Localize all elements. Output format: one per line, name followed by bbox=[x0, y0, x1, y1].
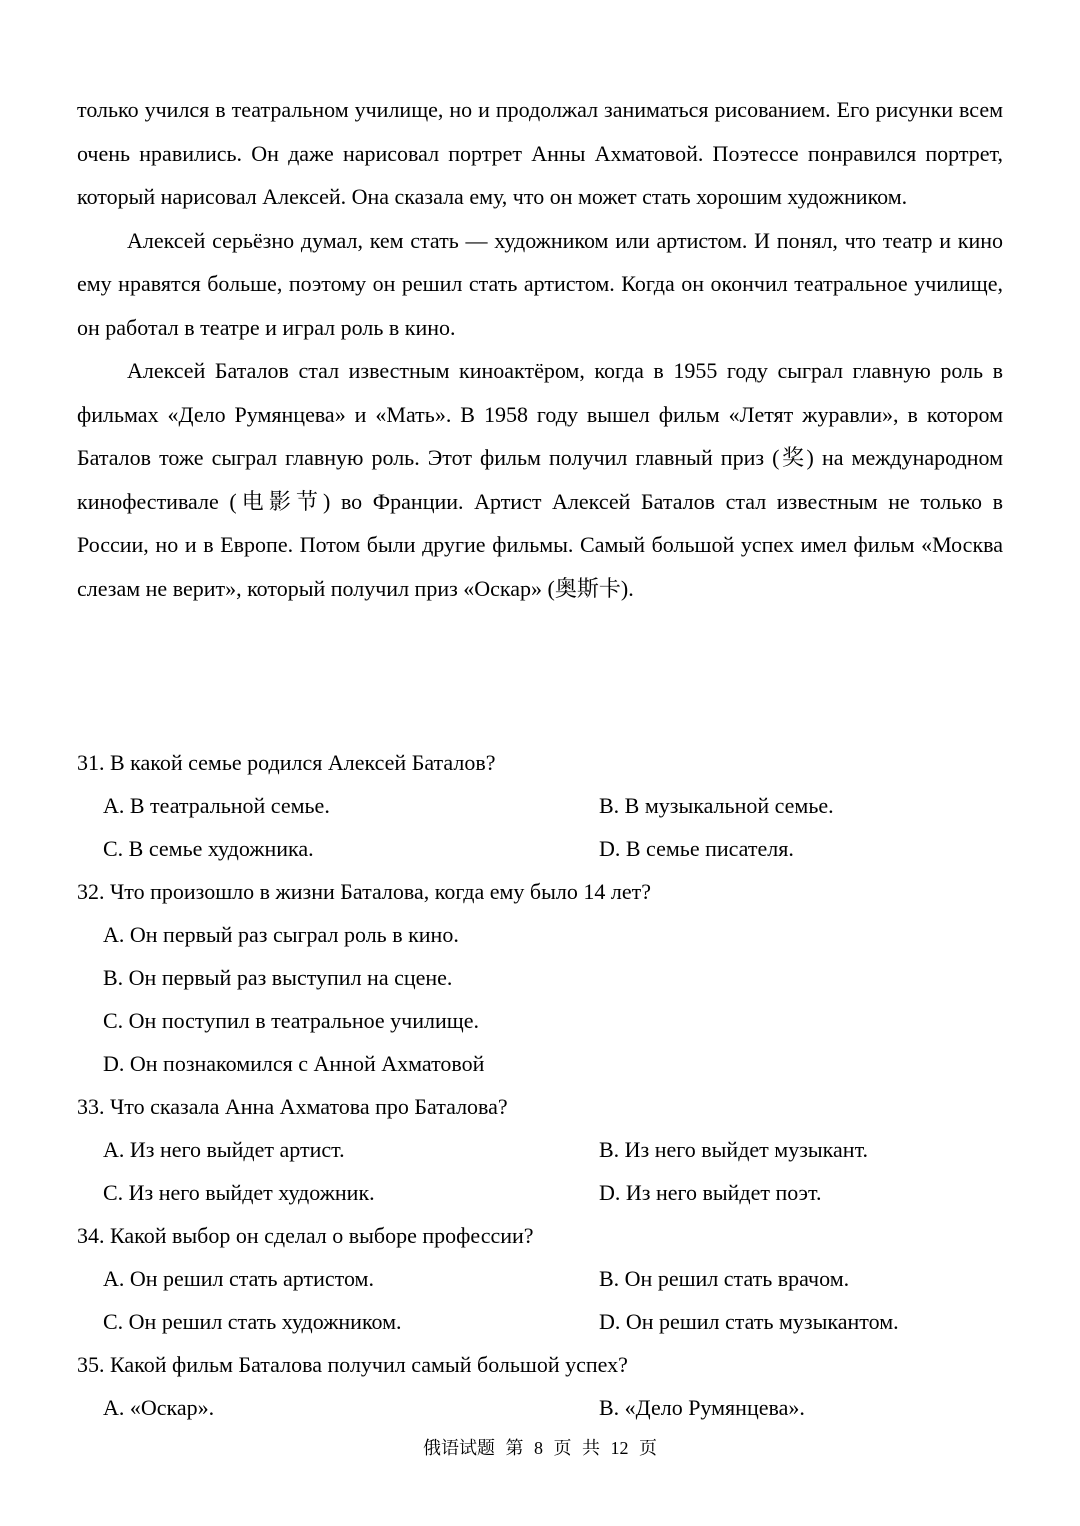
reading-passage bbox=[77, 88, 1003, 610]
option-a: A. «Оскар». bbox=[103, 1395, 215, 1420]
question-stem: 35. Какой фильм Баталова получил самый большой успех? bbox=[77, 1352, 628, 1377]
option-d: D. Он решил стать музыкантом. bbox=[599, 1309, 899, 1334]
option-row bbox=[77, 1257, 1003, 1300]
option-c: C. Из него выйдет художник. bbox=[103, 1180, 375, 1205]
option-a: A. Он решил стать артистом. bbox=[103, 1266, 374, 1291]
option-row bbox=[77, 784, 1003, 827]
option-d: D. Он познакомился с Анной Ахматовой bbox=[103, 1051, 485, 1076]
question-list bbox=[77, 741, 1003, 1429]
option-c: C. Он решил стать художником. bbox=[103, 1309, 402, 1334]
option-b: B. В музыкальной семье. bbox=[599, 793, 834, 818]
question-stem: 32. Что произошло в жизни Баталова, когда ему было 14 лет? bbox=[77, 879, 651, 904]
option-b: B. Он первый раз выступил на сцене. bbox=[103, 965, 453, 990]
option-a: A. Он первый раз сыграл роль в кино. bbox=[103, 922, 459, 947]
option-d: D. Из него выйдет поэт. bbox=[599, 1180, 822, 1205]
question-stem: 33. Что сказала Анна Ахматова про Баталова? bbox=[77, 1094, 508, 1119]
option-c: C. Он поступил в театральное училище. bbox=[103, 1008, 479, 1033]
option-a: A. Из него выйдет артист. bbox=[103, 1137, 345, 1162]
option-row bbox=[77, 1300, 1003, 1343]
passage-paragraph-2: Алексей серьёзно думал, кем стать — художником или артистом. И понял, что театр и кино ему нравятся больше, поэтому он решил стать артистом. Когда он окончил театральное училище, он работал в театре и играл роль в кино. bbox=[77, 227, 1003, 340]
option-b: B. Он решил стать врачом. bbox=[599, 1266, 850, 1291]
passage-paragraph-3: Алексей Баталов стал известным киноактёром, когда в 1955 году сыграл главную роль в фильмах «Дело Румянцева» и «Мать». В 1958 году вышел фильм «Летят журавли», в котором Баталов тоже сыграл главную роль. Этот фильм получил главный приз (奖) на международном кинофестивале (电影节) во Франции. Артист Алексей Баталов стал известным не только в России, но и в Европе. Потом были другие фильмы. Самый большой успех имел фильм «Москва слезам не верит», который получил приз «Оскар» (奥斯卡). bbox=[77, 358, 1003, 601]
option-row bbox=[77, 1171, 1003, 1214]
option-a: A. В театральной семье. bbox=[103, 793, 330, 818]
question-34 bbox=[77, 1214, 1003, 1343]
question-35 bbox=[77, 1343, 1003, 1429]
option-c: C. В семье художника. bbox=[103, 836, 314, 861]
option-row bbox=[77, 827, 1003, 870]
option-row bbox=[77, 1128, 1003, 1171]
question-stem: 31. В какой семье родился Алексей Баталов? bbox=[77, 750, 496, 775]
option-b: B. «Дело Румянцева». bbox=[599, 1395, 805, 1420]
page-footer: 俄语试题 第 8 页 共 12 页 bbox=[423, 1438, 657, 1458]
option-row bbox=[77, 1386, 1003, 1429]
question-33 bbox=[77, 1085, 1003, 1214]
option-b: B. Из него выйдет музыкант. bbox=[599, 1137, 869, 1162]
question-stem: 34. Какой выбор он сделал о выборе профессии? bbox=[77, 1223, 534, 1248]
question-31 bbox=[77, 741, 1003, 870]
passage-paragraph-1: только учился в театральном училище, но и продолжал заниматься рисованием. Его рисунки всем очень нравились. Он даже нарисовал портрет Анны Ахматовой. Поэтессе понравился портрет, который нарисовал Алексей. Она сказала ему, что он может стать хорошим художником. bbox=[77, 97, 1003, 209]
option-d: D. В семье писателя. bbox=[599, 836, 794, 861]
question-32 bbox=[77, 870, 1003, 1085]
